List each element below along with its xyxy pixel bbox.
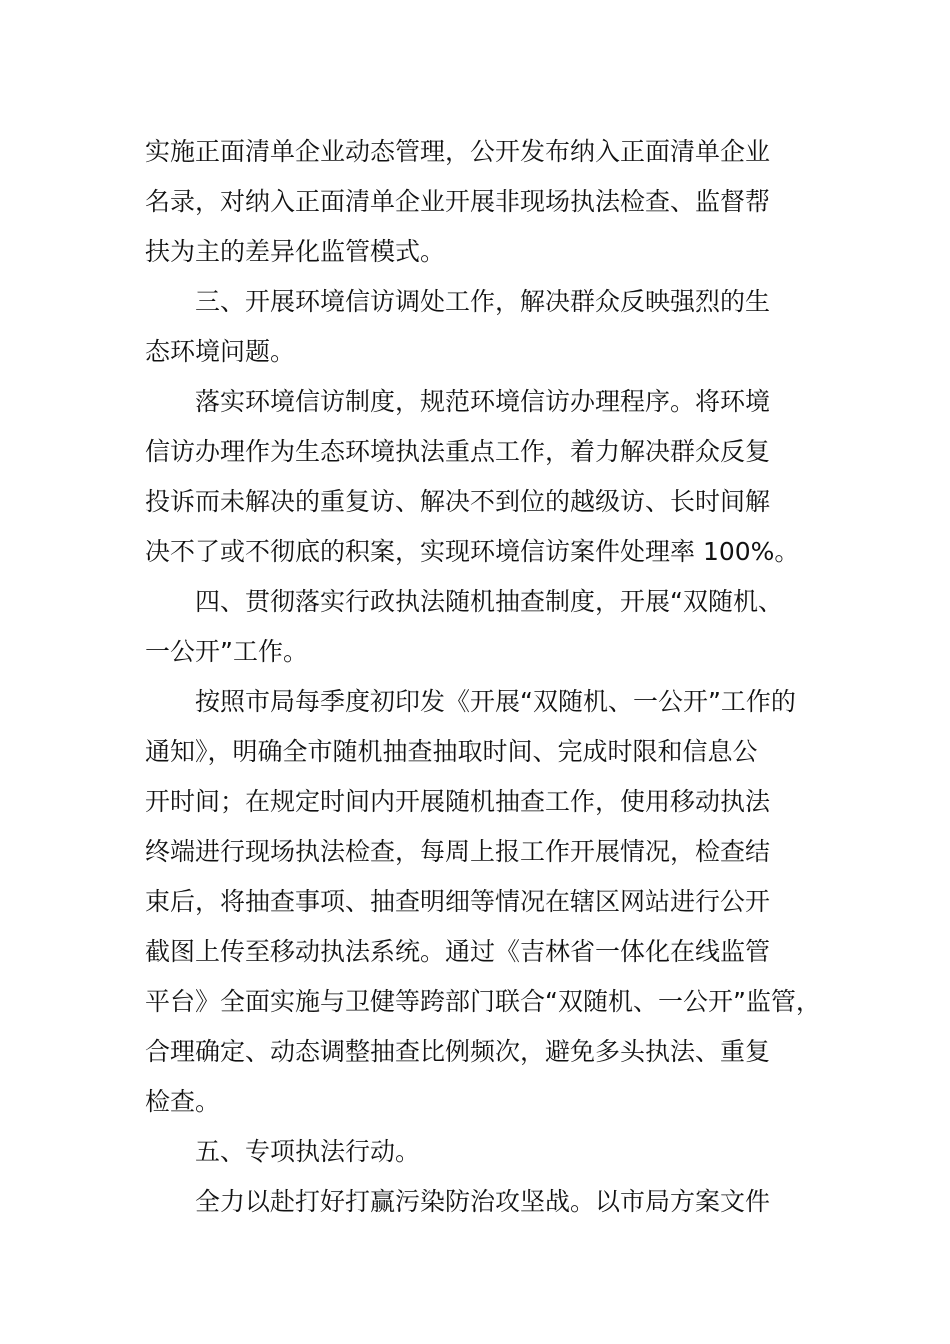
text-line: 束后，将抽查事项、抽查明细等情况在辖区网站进行公开	[145, 887, 771, 916]
section-heading-3-cont: 态环境问题。	[145, 337, 296, 366]
text-line: 决不了或不彻底的积案，实现环境信访案件处理率 100%。	[145, 537, 800, 566]
paragraph-start: 按照市局每季度初印发《开展“双随机、一公开”工作的	[195, 687, 796, 716]
text-line: 终端进行现场执法检查，每周上报工作开展情况，检查结	[145, 837, 771, 866]
section-heading-4-cont: 一公开”工作。	[145, 637, 308, 666]
paragraph-start: 落实环境信访制度，规范环境信访办理程序。将环境	[195, 387, 771, 416]
text-line: 名录，对纳入正面清单企业开展非现场执法检查、监督帮	[145, 187, 771, 216]
text-line: 平台》全面实施与卫健等跨部门联合“双随机、一公开”监管，	[145, 987, 821, 1016]
text-line: 扶为主的差异化监管模式。	[145, 237, 446, 266]
text-line: 开时间；在规定时间内开展随机抽查工作，使用移动执法	[145, 787, 771, 816]
document-body	[145, 127, 835, 1227]
section-heading-5: 五、专项执法行动。	[195, 1137, 421, 1166]
text-line: 实施正面清单企业动态管理，公开发布纳入正面清单企业	[145, 137, 771, 166]
section-heading-3: 三、开展环境信访调处工作，解决群众反映强烈的生	[195, 287, 771, 316]
section-heading-4: 四、贯彻落实行政执法随机抽查制度，开展“双随机、	[195, 587, 783, 616]
text-line: 检查。	[145, 1087, 221, 1116]
text-line: 截图上传至移动执法系统。通过《吉林省一体化在线监管	[145, 937, 771, 966]
text-line: 信访办理作为生态环境执法重点工作，着力解决群众反复	[145, 437, 771, 466]
text-line: 通知》，明确全市随机抽查抽取时间、完成时限和信息公	[145, 737, 758, 766]
paragraph-start: 全力以赴打好打赢污染防治攻坚战。以市局方案文件	[195, 1187, 771, 1216]
text-line: 合理确定、动态调整抽查比例频次，避免多头执法、重复	[145, 1037, 771, 1066]
text-line: 投诉而未解决的重复访、解决不到位的越级访、长时间解	[145, 487, 771, 516]
